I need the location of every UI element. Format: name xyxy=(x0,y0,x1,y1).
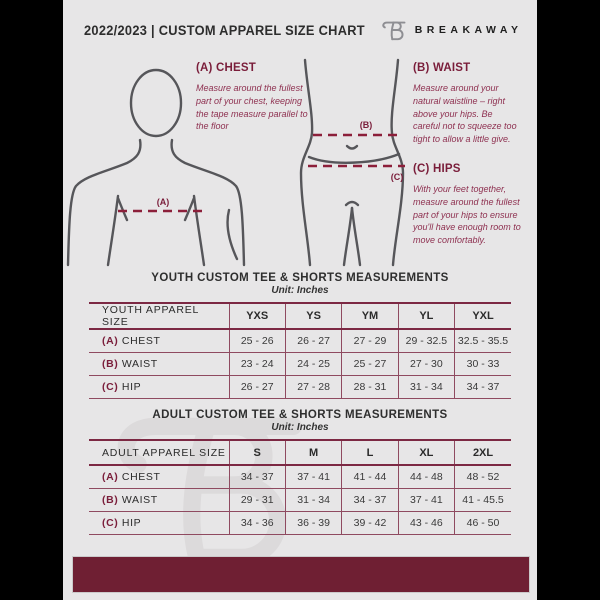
hips-line-label: (C) xyxy=(390,172,404,182)
measure-cell: 34 - 37 xyxy=(455,375,511,398)
hips-instruction xyxy=(413,163,523,247)
measure-cell: 29 - 31 xyxy=(229,488,285,511)
size-column-header: YS xyxy=(285,303,341,329)
row-key: (C) xyxy=(102,380,119,393)
table-row xyxy=(89,511,511,534)
measure-cell: 34 - 37 xyxy=(229,465,285,488)
adult-size-table xyxy=(89,439,511,535)
hips-heading: (C) HIPS xyxy=(413,163,461,175)
measure-cell: 27 - 28 xyxy=(285,375,341,398)
lower-body-figure xyxy=(301,60,405,265)
waist-body-text: Measure around your natural waistline – right above your hips. Be careful not to squeeze too tight to allow a little give. xyxy=(413,83,517,145)
size-column-header: XL xyxy=(398,440,454,465)
youth-table-title: YOUTH CUSTOM TEE & SHORTS MEASUREMENTS xyxy=(151,272,449,284)
row-label xyxy=(89,375,229,398)
row-label xyxy=(89,352,229,375)
adult-section xyxy=(63,409,537,535)
size-chart-page xyxy=(63,0,537,600)
measure-cell: 44 - 48 xyxy=(398,465,454,488)
size-column-header: S xyxy=(229,440,285,465)
navel-mark xyxy=(347,146,357,149)
measure-cell: 28 - 31 xyxy=(342,375,398,398)
size-column-header: YL xyxy=(398,303,454,329)
measure-cell: 48 - 52 xyxy=(455,465,511,488)
row-key: (A) xyxy=(102,334,119,347)
measure-cell: 25 - 27 xyxy=(342,352,398,375)
measure-cell: 31 - 34 xyxy=(398,375,454,398)
measure-cell: 31 - 34 xyxy=(285,488,341,511)
measure-cell: 32.5 - 35.5 xyxy=(455,329,511,352)
breakaway-b-logo-icon xyxy=(380,17,408,43)
right-inner-leg xyxy=(352,208,360,265)
table-row xyxy=(89,465,511,488)
left-torso-side xyxy=(108,196,118,265)
right-torso-side xyxy=(194,196,204,265)
row-label xyxy=(89,488,229,511)
apparel-size-header: YOUTH APPAREL SIZE xyxy=(89,303,229,329)
row-name: WAIST xyxy=(121,493,158,506)
adult-table-title: ADULT CUSTOM TEE & SHORTS MEASUREMENTS xyxy=(152,409,448,421)
measure-cell: 29 - 32.5 xyxy=(398,329,454,352)
measure-cell: 39 - 42 xyxy=(342,511,398,534)
waistband-curve xyxy=(309,154,399,163)
size-column-header: M xyxy=(285,440,341,465)
row-key: (A) xyxy=(102,470,119,483)
left-shoulder-arm xyxy=(68,140,140,265)
brand-block xyxy=(380,17,523,43)
measure-cell: 37 - 41 xyxy=(398,488,454,511)
youth-section xyxy=(63,272,537,399)
measure-cell: 27 - 29 xyxy=(342,329,398,352)
measure-cell: 24 - 25 xyxy=(285,352,341,375)
measure-cell: 36 - 39 xyxy=(285,511,341,534)
row-label xyxy=(89,511,229,534)
table-row xyxy=(89,352,511,375)
right-body-contour xyxy=(392,60,403,265)
hips-body-text: With your feet together, measure around the fullest part of your hips to ensure you'll have enough room to move comfortably. xyxy=(413,184,521,246)
footer-bar xyxy=(72,556,530,593)
measure-cell: 25 - 26 xyxy=(229,329,285,352)
measure-cell: 41 - 44 xyxy=(342,465,398,488)
right-elbow-line xyxy=(228,210,237,259)
row-key: (B) xyxy=(102,357,119,370)
youth-unit-label: Unit: Inches xyxy=(271,285,329,296)
measure-cell: 34 - 36 xyxy=(229,511,285,534)
youth-size-table xyxy=(89,302,511,399)
table-row xyxy=(89,488,511,511)
row-label xyxy=(89,465,229,488)
table-header-row xyxy=(89,440,511,465)
table-header-row xyxy=(89,303,511,329)
head-outline xyxy=(131,70,181,136)
measure-cell: 37 - 41 xyxy=(285,465,341,488)
left-inner-leg xyxy=(344,208,352,265)
table-row xyxy=(89,329,511,352)
measure-cell: 41 - 45.5 xyxy=(455,488,511,511)
chest-line-label: (A) xyxy=(156,197,170,207)
measure-cell: 26 - 27 xyxy=(285,329,341,352)
brand-name: BREAKAWAY xyxy=(414,24,523,36)
measure-cell: 26 - 27 xyxy=(229,375,285,398)
chest-body-text: Measure around the fullest part of your chest, keeping the tape measure parallel to the floor xyxy=(196,83,308,132)
size-column-header: YM xyxy=(342,303,398,329)
crotch-curve xyxy=(346,202,358,205)
row-name: HIP xyxy=(121,516,142,529)
row-name: WAIST xyxy=(121,357,158,370)
row-key: (B) xyxy=(102,493,119,506)
chest-instruction xyxy=(196,62,308,133)
row-name: CHEST xyxy=(121,334,161,347)
right-shoulder-arm xyxy=(172,140,244,265)
page-header xyxy=(84,17,523,43)
waist-line-label: (B) xyxy=(359,120,373,130)
right-armpit-tick xyxy=(185,198,194,220)
size-column-header: 2XL xyxy=(455,440,511,465)
size-column-header: YXS xyxy=(229,303,285,329)
table-row xyxy=(89,375,511,398)
measure-cell: 23 - 24 xyxy=(229,352,285,375)
size-column-header: YXL xyxy=(455,303,511,329)
measure-cell: 27 - 30 xyxy=(398,352,454,375)
waist-heading: (B) WAIST xyxy=(413,62,471,74)
left-armpit-tick xyxy=(118,198,127,220)
waist-instruction xyxy=(413,62,519,146)
measure-cell: 46 - 50 xyxy=(455,511,511,534)
row-label xyxy=(89,329,229,352)
measure-cell: 34 - 37 xyxy=(342,488,398,511)
row-key: (C) xyxy=(102,516,119,529)
row-name: CHEST xyxy=(121,470,161,483)
measure-cell: 30 - 33 xyxy=(455,352,511,375)
chest-heading: (A) CHEST xyxy=(196,62,256,74)
size-column-header: L xyxy=(342,440,398,465)
apparel-size-header: ADULT APPAREL SIZE xyxy=(89,440,229,465)
measure-cell: 43 - 46 xyxy=(398,511,454,534)
page-title: 2022/2023 | CUSTOM APPAREL SIZE CHART xyxy=(84,22,365,38)
adult-unit-label: Unit: Inches xyxy=(271,422,329,433)
row-name: HIP xyxy=(121,380,142,393)
